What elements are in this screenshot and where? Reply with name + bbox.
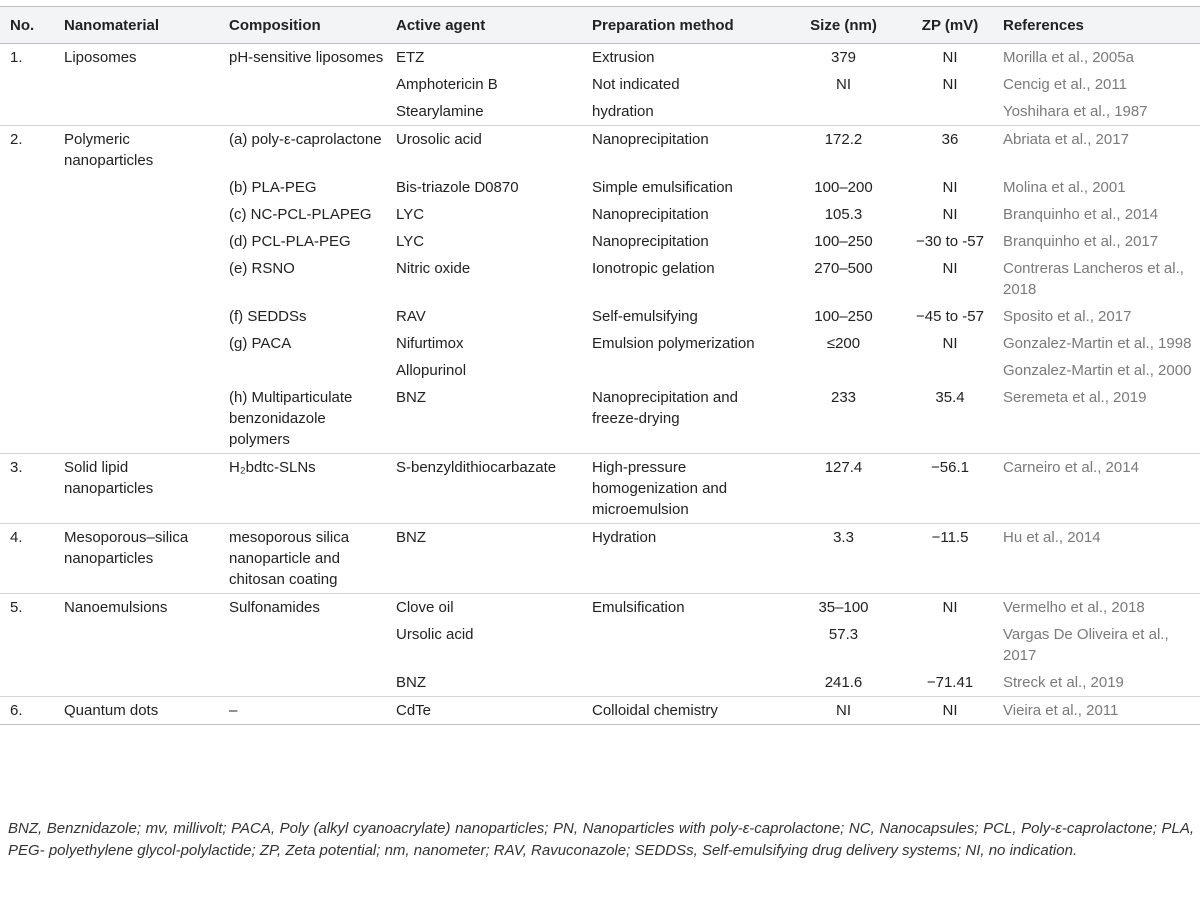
cell-size: 100–250 xyxy=(814,308,873,325)
cell-nanomaterial xyxy=(58,71,223,98)
table-row xyxy=(0,357,1200,384)
cell-size: 270–500 xyxy=(814,260,873,277)
cell-zp: NI xyxy=(903,594,997,622)
cell-size: 100–250 xyxy=(814,233,873,250)
cell-size xyxy=(784,98,903,126)
cell-active-agent: BNZ xyxy=(396,389,426,406)
cell-composition: (d) PCL-PLA-PEG xyxy=(229,233,351,250)
table-row xyxy=(0,330,1200,357)
cell-composition: (e) RSNO xyxy=(229,260,295,277)
cell-preparation-method: Nanoprecipitation xyxy=(592,233,709,250)
cell-zp: −11.5 xyxy=(903,524,997,594)
table-row xyxy=(0,71,1200,98)
cell-reference: Branquinho et al., 2017 xyxy=(1003,233,1159,250)
cell-zp: NI xyxy=(942,260,958,277)
cell-active-agent: LYC xyxy=(396,206,425,223)
cell-composition xyxy=(223,669,390,697)
cell-nanomaterial xyxy=(58,255,223,303)
cell-size: 100–200 xyxy=(814,179,873,196)
cell-zp: NI xyxy=(942,49,958,66)
cell-no xyxy=(0,621,58,669)
cell-reference: Yoshihara et al., 1987 xyxy=(1003,103,1148,120)
cell-nanomaterial xyxy=(58,669,223,697)
cell-zp: NI xyxy=(942,206,958,223)
cell-size xyxy=(784,357,903,384)
cell-size: NI xyxy=(784,697,903,725)
cell-active-agent: BNZ xyxy=(396,674,426,691)
cell-composition: pH-sensitive liposomes xyxy=(229,49,384,66)
cell-active-agent: Amphotericin B xyxy=(396,76,498,93)
table-row xyxy=(0,98,1200,126)
cell-nanomaterial xyxy=(58,98,223,126)
cell-composition: mesoporous silica nanoparticle and chitosan coating xyxy=(223,524,390,594)
table-row xyxy=(0,594,1200,622)
cell-no xyxy=(0,98,58,126)
table-row xyxy=(0,669,1200,697)
cell-size: 57.3 xyxy=(828,626,859,643)
cell-preparation-method: Colloidal chemistry xyxy=(586,697,784,725)
cell-preparation-method: Simple emulsification xyxy=(592,179,733,196)
cell-composition: (c) NC-PCL-PLAPEG xyxy=(229,206,372,223)
cell-zp: NI xyxy=(903,697,997,725)
cell-reference: Hu et al., 2014 xyxy=(997,524,1200,594)
cell-no xyxy=(0,71,58,98)
cell-composition xyxy=(223,71,390,98)
cell-nanomaterial: Nanoemulsions xyxy=(58,594,223,622)
header-no: No. xyxy=(0,7,58,44)
cell-composition xyxy=(223,357,390,384)
cell-nanomaterial: Liposomes xyxy=(64,49,137,66)
cell-no: 2. xyxy=(0,126,58,175)
cell-composition: (g) PACA xyxy=(229,335,292,352)
cell-preparation-method: Hydration xyxy=(586,524,784,594)
cell-size: 379 xyxy=(830,49,857,66)
cell-no: 1. xyxy=(10,49,23,66)
cell-no: 6. xyxy=(0,697,58,725)
header-row xyxy=(0,7,1200,44)
cell-preparation-method xyxy=(586,621,784,669)
cell-zp: −71.41 xyxy=(926,674,974,691)
table-row xyxy=(0,126,1200,175)
cell-nanomaterial xyxy=(58,357,223,384)
cell-active-agent: ETZ xyxy=(396,49,425,66)
cell-active-agent: Bis-triazole D0870 xyxy=(396,179,519,196)
cell-composition: (h) Multiparticulate benzonidazole polymers xyxy=(229,389,353,448)
cell-preparation-method xyxy=(586,669,784,697)
cell-active-agent: BNZ xyxy=(390,524,586,594)
cell-nanomaterial xyxy=(58,384,223,454)
cell-active-agent: CdTe xyxy=(390,697,586,725)
table-row xyxy=(0,454,1200,524)
cell-zp xyxy=(903,621,997,669)
table-row xyxy=(0,303,1200,330)
cell-active-agent: Ursolic acid xyxy=(396,626,474,643)
cell-no xyxy=(0,303,58,330)
cell-size: ≤200 xyxy=(826,335,861,352)
cell-zp xyxy=(903,357,997,384)
cell-nanomaterial xyxy=(58,621,223,669)
header-preparation-method: Preparation method xyxy=(586,7,784,44)
cell-nanomaterial xyxy=(58,174,223,201)
cell-reference: Sposito et al., 2017 xyxy=(1003,308,1132,325)
cell-preparation-method: hydration xyxy=(592,103,654,120)
cell-active-agent: S-benzyldithiocarbazate xyxy=(390,454,586,524)
cell-no xyxy=(0,669,58,697)
cell-zp: NI xyxy=(942,76,958,93)
cell-zp: 35.4 xyxy=(935,389,965,406)
cell-active-agent: Urosolic acid xyxy=(390,126,586,175)
cell-active-agent: Stearylamine xyxy=(396,103,484,120)
cell-nanomaterial xyxy=(58,330,223,357)
cell-nanomaterial xyxy=(58,303,223,330)
cell-reference: Vargas De Oliveira et al., 2017 xyxy=(1003,626,1169,664)
cell-reference: Gonzalez-Martin et al., 2000 xyxy=(1003,362,1192,379)
table-row xyxy=(0,201,1200,228)
cell-composition xyxy=(223,621,390,669)
cell-active-agent: RAV xyxy=(396,308,426,325)
header-nanomaterial: Nanomaterial xyxy=(58,7,223,44)
cell-size: 241.6 xyxy=(824,674,863,691)
cell-preparation-method: Nanoprecipitation and freeze-drying xyxy=(592,389,738,427)
cell-reference: Abriata et al., 2017 xyxy=(997,126,1200,175)
cell-preparation-method xyxy=(586,357,784,384)
cell-reference: Cencig et al., 2011 xyxy=(1003,76,1127,93)
cell-size: 233 xyxy=(830,389,857,406)
cell-preparation-method: Nanoprecipitation xyxy=(592,206,709,223)
cell-nanomaterial: Solid lipid nanoparticles xyxy=(58,454,223,524)
cell-no xyxy=(0,384,58,454)
cell-nanomaterial: Mesoporous–silica nanoparticles xyxy=(58,524,223,594)
cell-active-agent: LYC xyxy=(396,233,425,250)
cell-nanomaterial: Quantum dots xyxy=(58,697,223,725)
cell-active-agent: Clove oil xyxy=(390,594,586,622)
cell-reference: Vieira et al., 2011 xyxy=(997,697,1200,725)
cell-zp xyxy=(903,98,997,126)
table-row xyxy=(0,228,1200,255)
cell-size: NI xyxy=(836,76,851,93)
header-zp: ZP (mV) xyxy=(903,7,997,44)
cell-composition: – xyxy=(223,697,390,725)
cell-preparation-method: Emulsion polymerization xyxy=(592,335,755,352)
cell-zp: −56.1 xyxy=(903,454,997,524)
cell-zp: 36 xyxy=(903,126,997,175)
cell-no xyxy=(0,330,58,357)
cell-reference: Carneiro et al., 2014 xyxy=(997,454,1200,524)
cell-composition: (b) PLA-PEG xyxy=(229,179,317,196)
table-row xyxy=(0,697,1200,725)
cell-preparation-method: Ionotropic gelation xyxy=(592,260,715,277)
table-footnote: BNZ, Benznidazole; mv, millivolt; PACA, Poly (alkyl cyanoacrylate) nanoparticles; PN, Nanoparticles with poly-ε-caprolactone; NC, Nanocapsules; PCL, Poly-ε-caprolactone; PLA, PEG- polyethylene glycol-polylactide; ZP, Zeta potential; nm, nanometer; RAV, Ravuconazole; SEDDSs, Self-emulsifying drug delivery systems; NI, no indication. xyxy=(8,820,1194,859)
header-references: References xyxy=(997,7,1200,44)
cell-preparation-method: Self-emulsifying xyxy=(592,308,698,325)
cell-size: 105.3 xyxy=(824,206,863,223)
cell-reference: Gonzalez-Martin et al., 1998 xyxy=(1003,335,1192,352)
cell-active-agent: Allopurinol xyxy=(396,362,467,379)
cell-zp: NI xyxy=(942,179,958,196)
cell-preparation-method: High-pressure homogenization and microemulsion xyxy=(586,454,784,524)
cell-preparation-method: Nanoprecipitation xyxy=(586,126,784,175)
cell-composition: Sulfonamides xyxy=(223,594,390,622)
cell-nanomaterial xyxy=(58,228,223,255)
table-row xyxy=(0,255,1200,303)
table-container xyxy=(0,6,1200,725)
cell-reference: Streck et al., 2019 xyxy=(1003,674,1124,691)
cell-active-agent: Nifurtimox xyxy=(396,335,464,352)
cell-zp: −45 to -57 xyxy=(916,308,984,325)
cell-size: 127.4 xyxy=(784,454,903,524)
cell-reference: Contreras Lancheros et al., 2018 xyxy=(1003,260,1184,298)
header-size: Size (nm) xyxy=(784,7,903,44)
cell-composition: H₂bdtc-SLNs xyxy=(223,454,390,524)
table-row xyxy=(0,524,1200,594)
header-composition: Composition xyxy=(223,7,390,44)
cell-no: 3. xyxy=(0,454,58,524)
cell-no xyxy=(0,228,58,255)
cell-preparation-method: Not indicated xyxy=(592,76,680,93)
cell-preparation-method: Emulsification xyxy=(586,594,784,622)
cell-reference: Molina et al., 2001 xyxy=(1003,179,1126,196)
cell-no xyxy=(0,174,58,201)
cell-zp: −30 to -57 xyxy=(916,233,984,250)
cell-composition: (a) poly-ε-caprolactone xyxy=(223,126,390,175)
cell-reference: Vermelho et al., 2018 xyxy=(997,594,1200,622)
cell-nanomaterial xyxy=(58,201,223,228)
cell-preparation-method: Extrusion xyxy=(592,49,655,66)
table-row xyxy=(0,44,1200,72)
cell-zp: NI xyxy=(942,335,958,352)
cell-no xyxy=(0,255,58,303)
cell-no xyxy=(0,357,58,384)
table-row xyxy=(0,621,1200,669)
cell-composition xyxy=(223,98,390,126)
cell-composition: (f) SEDDSs xyxy=(229,308,307,325)
table-body xyxy=(0,44,1200,725)
table-row xyxy=(0,384,1200,454)
nanomaterials-table xyxy=(0,6,1200,725)
cell-no: 4. xyxy=(0,524,58,594)
cell-size: 35–100 xyxy=(784,594,903,622)
cell-no xyxy=(0,201,58,228)
cell-size: 3.3 xyxy=(784,524,903,594)
header-active-agent: Active agent xyxy=(390,7,586,44)
cell-no: 5. xyxy=(0,594,58,622)
cell-active-agent: Nitric oxide xyxy=(396,260,471,277)
cell-reference: Branquinho et al., 2014 xyxy=(1003,206,1159,223)
cell-nanomaterial: Polymeric nanoparticles xyxy=(58,126,223,175)
table-row xyxy=(0,174,1200,201)
cell-size: 172.2 xyxy=(784,126,903,175)
cell-reference: Morilla et al., 2005a xyxy=(1003,49,1134,66)
cell-reference: Seremeta et al., 2019 xyxy=(1003,389,1147,406)
